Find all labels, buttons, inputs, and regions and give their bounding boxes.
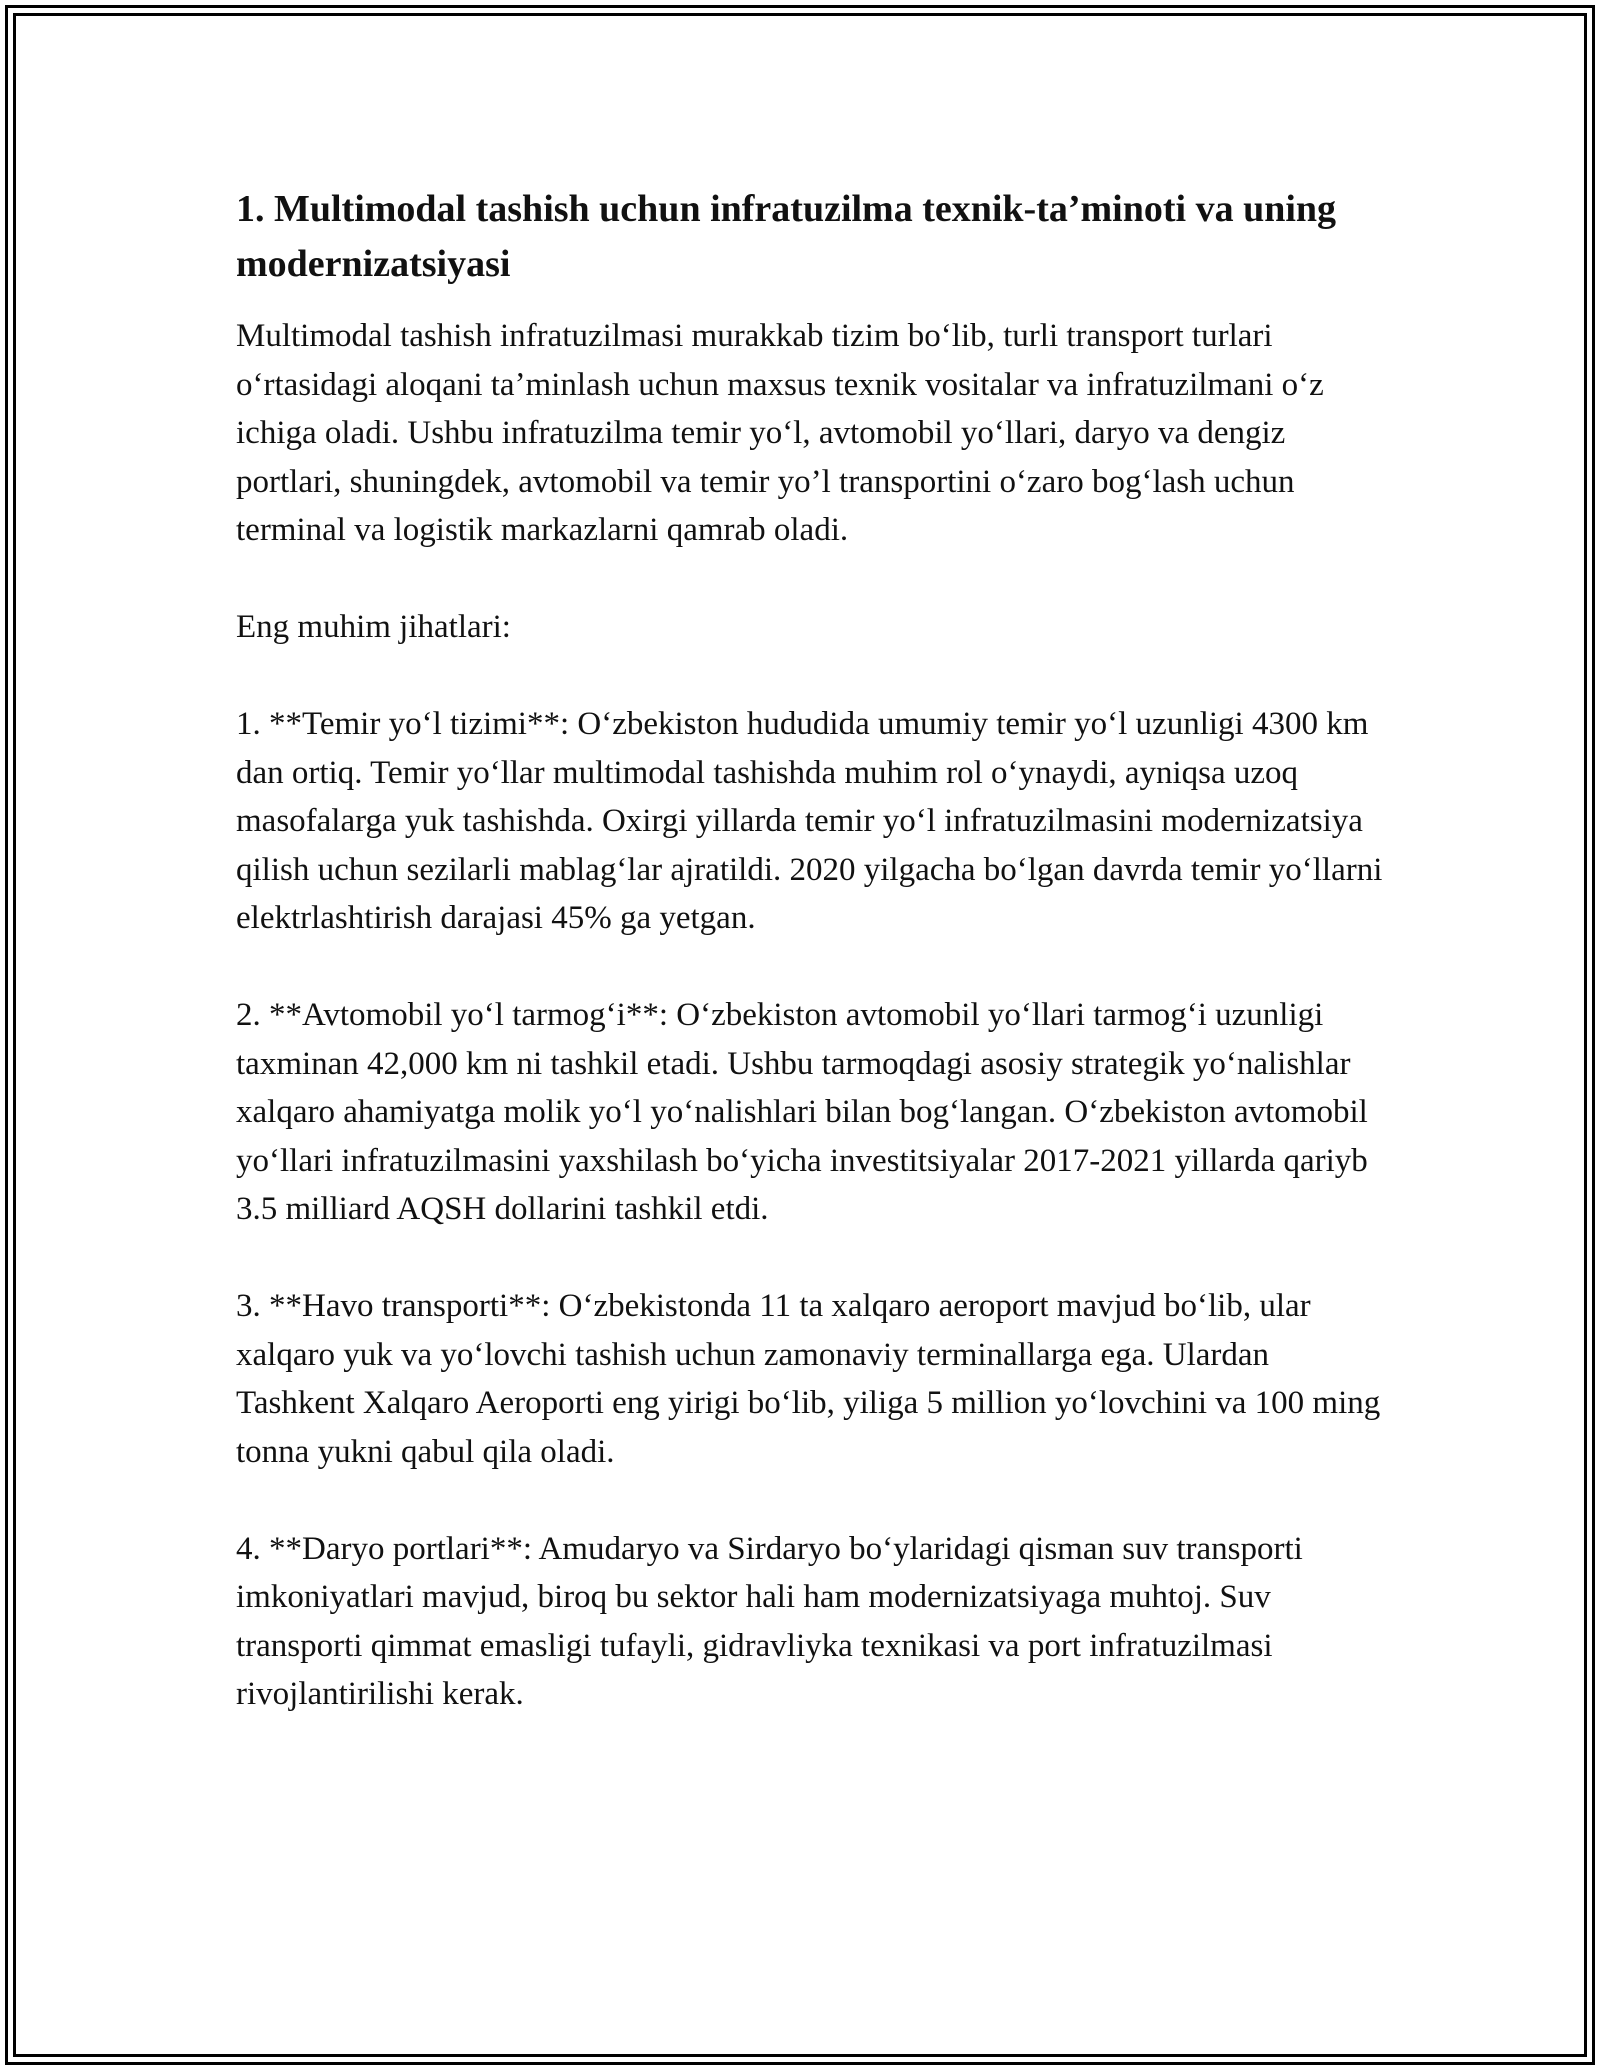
aspects-label: Eng muhim jihatlari: [236,609,511,645]
list-item-railway: 1. **Temir yoʻl tizimi**: Oʻzbekiston hududida umumiy temir yoʻl uzunligi 4300 km dan ortiq. Temir yoʻllar multimodal tashishda muhim rol oʻynaydi, ayniqsa uzoq masofalarga yuk tashishda. Oxirgi yillarda temir yoʻl infratuzilmasini modernizatsiya qilish uchun sezilarli mablagʻlar ajratildi. 2020 yilgacha boʻlgan davrda temir yoʻllarni elektrlashtirish darajasi 45% ga yetgan. [236,706,1383,936]
intro-paragraph: Multimodal tashish infratuzilmasi murakkab tizim boʻlib, turli transport turlari oʻrtasidagi aloqani taʼminlash uchun maxsus texnik vositalar va infratuzilmani oʻz ichiga oladi. Ushbu infratuzilma temir yoʻl, avtomobil yoʻllari, daryo va dengiz portlari, shuningdek, avtomobil va temir yo’l transportini oʻzaro bogʻlash uchun terminal va logistik markazlarni qamrab oladi. [236,318,1324,548]
list-item-roads: 2. **Avtomobil yoʻl tarmogʻi**: Oʻzbekiston avtomobil yoʻllari tarmogʻi uzunligi taxminan 42,000 km ni tashkil etadi. Ushbu tarmoqdagi asosiy strategik yoʻnalishlar xalqaro ahamiyatga molik yoʻl yoʻnalishlari bilan bogʻlangan. Oʻzbekiston avtomobil yoʻllari infratuzilmasini yaxshilash boʻyicha investitsiyalar 2017-2021 yillarda qariyb 3.5 milliard AQSH dollarini tashkil etdi. [236,997,1368,1227]
section-heading: 1. Multimodal tashish uchun infratuzilma texnik-ta’minoti va uning modernizatsiyasi [236,188,1337,285]
paragraph-spacer [236,652,1386,701]
list-item-river-ports: 4. **Daryo portlari**: Amudaryo va Sirdaryo boʻylaridagi qisman suv transporti imkoniyatlari mavjud, biroq bu sektor hali ham modernizatsiyaga muhtoj. Suv transporti qimmat emasligi tufayli, gidravliyka texnikasi va port infratuzilmasi rivojlantirilishi kerak. [236,1530,1303,1712]
paragraph-spacer [236,555,1386,604]
list-item-air: 3. **Havo transporti**: Oʻzbekistonda 11 ta xalqaro aeroport mavjud boʻlib, ular xalqaro yuk va yoʻlovchi tashish uchun zamonaviy terminallarga ega. Ulardan Tashkent Xalqaro Aeroporti eng yirigi boʻlib, yiliga 5 million yoʻlovchini va 100 ming tonna yukni qabul qila oladi. [236,1288,1381,1470]
paragraph-spacer [236,1476,1386,1525]
paragraph-spacer [236,1234,1386,1283]
document-body [236,182,1386,1719]
paragraph-spacer [236,943,1386,992]
